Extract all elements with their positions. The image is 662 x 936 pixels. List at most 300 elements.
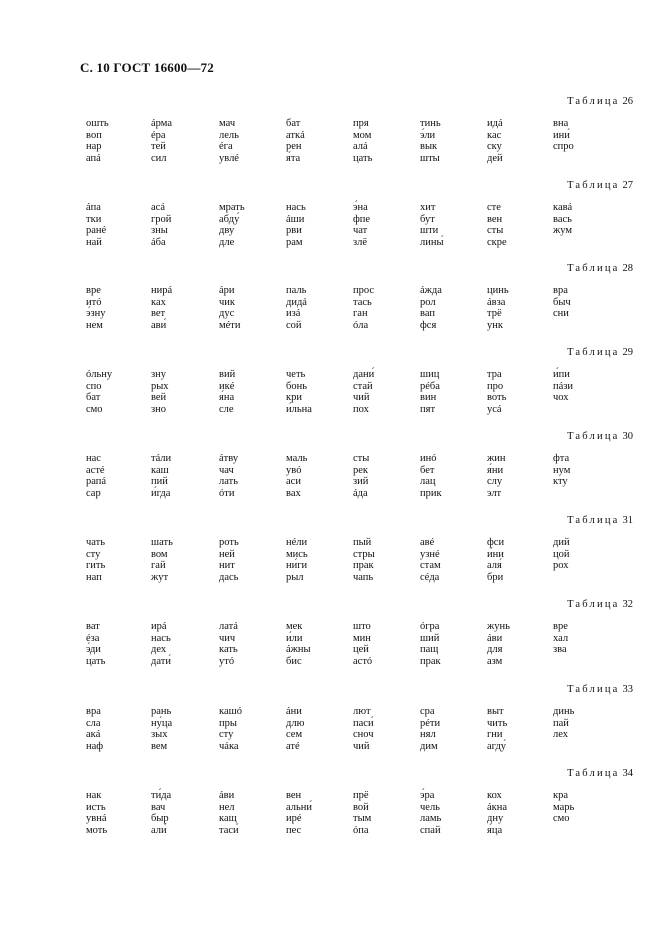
syllable: цой bbox=[553, 548, 570, 560]
syllable: цать bbox=[353, 152, 373, 164]
syllable: рань bbox=[151, 706, 172, 717]
syllable: вем bbox=[151, 740, 168, 752]
syllable: вап bbox=[420, 308, 435, 320]
syllable: гить bbox=[86, 560, 106, 572]
syllable: сой bbox=[286, 319, 302, 331]
syllable: выт bbox=[487, 706, 504, 717]
syllable: цей bbox=[353, 644, 369, 656]
syllable: гни bbox=[487, 729, 503, 741]
word-column bbox=[487, 790, 507, 836]
word-column bbox=[86, 621, 105, 667]
syllable: фси bbox=[487, 537, 505, 548]
syllable: ти́да bbox=[151, 790, 172, 801]
syllable: сем bbox=[286, 729, 303, 741]
word-column bbox=[487, 537, 504, 583]
word-column bbox=[86, 118, 109, 164]
syllable: нась bbox=[151, 632, 171, 644]
word-column bbox=[219, 369, 235, 415]
table-number: 34 bbox=[622, 768, 633, 779]
syllable: сла bbox=[86, 717, 101, 729]
syllable: кащ bbox=[219, 813, 237, 825]
syllable: прик bbox=[420, 487, 442, 499]
word-column bbox=[553, 537, 570, 572]
syllable: пес bbox=[286, 824, 302, 836]
syllable: жин bbox=[487, 453, 506, 464]
syllable: шиц bbox=[420, 369, 440, 380]
syllable: нел bbox=[219, 801, 235, 813]
syllable: жут bbox=[151, 571, 169, 583]
syllable: áви bbox=[219, 790, 235, 801]
syllable: мись bbox=[286, 548, 308, 560]
syllable: прак bbox=[420, 655, 441, 667]
syllable: дех bbox=[151, 644, 167, 656]
syllable: óгра bbox=[420, 621, 440, 632]
syllable: нит bbox=[219, 560, 235, 572]
syllable: утó bbox=[219, 655, 235, 667]
syllable: грой bbox=[151, 213, 172, 225]
table-caption bbox=[567, 768, 633, 779]
word-column bbox=[286, 202, 306, 248]
syllable: вре bbox=[86, 285, 101, 296]
syllable: зий bbox=[353, 476, 369, 488]
table-number: 31 bbox=[622, 515, 633, 526]
word-column bbox=[219, 202, 245, 248]
word-column bbox=[353, 453, 369, 499]
syllable: быр bbox=[151, 813, 169, 825]
syllable: асá bbox=[151, 202, 165, 213]
syllable: марь bbox=[553, 801, 575, 813]
table-caption-word: Таблица bbox=[567, 431, 620, 442]
syllable: вра bbox=[86, 706, 101, 717]
syllable: дей bbox=[487, 152, 503, 164]
syllable: сты bbox=[487, 225, 504, 237]
word-column bbox=[286, 369, 312, 415]
word-column bbox=[420, 706, 440, 752]
syllable: али́ bbox=[151, 824, 167, 836]
syllable: мек bbox=[286, 621, 303, 632]
syllable: чач bbox=[219, 464, 234, 476]
table-caption bbox=[567, 96, 633, 107]
syllable: дати́ bbox=[151, 655, 171, 667]
syllable: дим bbox=[420, 740, 438, 752]
syllable: наф bbox=[86, 740, 104, 752]
word-column bbox=[286, 706, 304, 752]
word-column bbox=[151, 453, 171, 499]
syllable: чапь bbox=[353, 571, 374, 583]
word-column bbox=[286, 453, 307, 499]
syllable: ват bbox=[86, 621, 100, 632]
syllable: нак bbox=[86, 790, 102, 801]
syllable: ну́ца bbox=[151, 717, 173, 729]
syllable: лины́ bbox=[420, 236, 444, 248]
syllable: лют bbox=[353, 706, 371, 717]
syllable: дле bbox=[219, 236, 235, 248]
table-caption-word: Таблица bbox=[567, 684, 620, 695]
word-column bbox=[553, 453, 570, 488]
syllable: вач bbox=[151, 801, 166, 813]
syllable: нял bbox=[420, 729, 436, 741]
syllable: прос bbox=[353, 285, 375, 296]
syllable: фся bbox=[420, 319, 437, 331]
syllable: рéба bbox=[420, 380, 440, 392]
syllable: óпа bbox=[353, 824, 369, 836]
syllable: пря bbox=[353, 118, 369, 129]
syllable: тей bbox=[151, 141, 166, 153]
page-header: С. 10 ГОСТ 16600—72 bbox=[80, 60, 214, 75]
word-column bbox=[219, 453, 238, 499]
syllable: быч bbox=[553, 296, 571, 308]
syllable: для bbox=[487, 644, 503, 656]
word-column bbox=[151, 369, 169, 415]
syllable: фта bbox=[553, 453, 570, 464]
table-caption bbox=[567, 515, 633, 526]
syllable: алá bbox=[353, 141, 368, 153]
syllable: ску bbox=[487, 141, 502, 153]
syllable: лац bbox=[420, 476, 436, 488]
word-column bbox=[487, 706, 507, 752]
table-caption-word: Таблица bbox=[567, 515, 620, 526]
table-number: 28 bbox=[622, 263, 633, 274]
syllable: и́пи bbox=[553, 369, 570, 380]
syllable: éза bbox=[86, 632, 100, 644]
syllable: хал bbox=[553, 632, 569, 644]
syllable: пáзи bbox=[553, 380, 574, 392]
syllable: бонь bbox=[286, 380, 307, 392]
syllable: бат bbox=[286, 118, 301, 129]
syllable: вась bbox=[553, 213, 572, 225]
syllable: áда bbox=[353, 487, 368, 499]
syllable: апá bbox=[86, 152, 101, 164]
syllable: унк bbox=[487, 319, 503, 331]
syllable: бис bbox=[286, 655, 302, 667]
syllable: сту bbox=[219, 729, 234, 741]
syllable: чат bbox=[353, 225, 368, 237]
syllable: нась bbox=[286, 202, 306, 213]
syllable: вен bbox=[286, 790, 302, 801]
syllable: вык bbox=[420, 141, 438, 153]
syllable: рох bbox=[553, 560, 569, 572]
word-column bbox=[553, 369, 573, 404]
syllable: и́гда bbox=[151, 487, 171, 499]
syllable: сле bbox=[219, 403, 234, 415]
word-column bbox=[286, 621, 311, 667]
syllable: пый bbox=[353, 537, 372, 548]
table-number: 27 bbox=[622, 180, 633, 191]
syllable: я́на bbox=[219, 392, 235, 404]
syllable: тым bbox=[353, 813, 372, 825]
syllable: вом bbox=[151, 548, 168, 560]
word-column bbox=[420, 537, 441, 583]
syllable: ошть bbox=[86, 118, 109, 129]
syllable: жум bbox=[553, 225, 573, 237]
syllable: рен bbox=[286, 141, 302, 153]
syllable: ави́ bbox=[151, 319, 167, 331]
syllable: зва bbox=[553, 644, 567, 656]
syllable: дус bbox=[219, 308, 235, 320]
syllable: шать bbox=[151, 537, 173, 548]
syllable: мéти bbox=[219, 319, 241, 331]
syllable: дани́ bbox=[353, 369, 375, 380]
table-caption-word: Таблица bbox=[567, 768, 620, 779]
syllable: спо bbox=[86, 380, 102, 392]
syllable: сил bbox=[151, 152, 167, 164]
table-number: 29 bbox=[622, 347, 633, 358]
syllable: чик bbox=[219, 296, 236, 308]
word-column bbox=[487, 369, 506, 415]
syllable: зну bbox=[151, 369, 167, 380]
syllable: сра bbox=[420, 706, 435, 717]
syllable: узнé bbox=[420, 548, 440, 560]
syllable: пох bbox=[353, 403, 369, 415]
syllable: шти bbox=[420, 225, 439, 237]
syllable: нап bbox=[86, 571, 102, 583]
syllable: óти bbox=[219, 487, 235, 499]
syllable: авé bbox=[420, 537, 435, 548]
word-column bbox=[86, 453, 106, 499]
syllable: кра bbox=[553, 790, 569, 801]
word-column bbox=[487, 118, 503, 164]
syllable: э́на bbox=[353, 202, 368, 213]
word-column bbox=[86, 202, 106, 248]
syllable: роть bbox=[219, 537, 239, 548]
syllable: мрать bbox=[219, 202, 245, 213]
syllable: мин bbox=[353, 632, 371, 644]
word-column bbox=[553, 621, 568, 656]
syllable: стай bbox=[353, 380, 373, 392]
syllable: латá bbox=[219, 621, 238, 632]
syllable: кту bbox=[553, 476, 568, 488]
table-caption bbox=[567, 263, 633, 274]
syllable: аткá bbox=[286, 129, 305, 141]
word-column bbox=[286, 537, 308, 583]
word-column bbox=[487, 202, 507, 248]
syllable: вий bbox=[219, 369, 236, 380]
syllable: цать bbox=[86, 655, 106, 667]
syllable: рол bbox=[420, 296, 436, 308]
syllable: лех bbox=[553, 729, 569, 741]
syllable: тась bbox=[353, 296, 372, 308]
syllable: аля́ bbox=[487, 560, 502, 572]
word-column bbox=[487, 285, 509, 331]
word-column bbox=[420, 790, 441, 836]
syllable: бри bbox=[487, 571, 504, 583]
syllable: нар bbox=[86, 141, 102, 153]
word-column bbox=[353, 285, 374, 331]
table-caption-word: Таблица bbox=[567, 347, 620, 358]
syllable: тáли bbox=[151, 453, 172, 464]
syllable: я́ца bbox=[487, 824, 503, 836]
syllable: зно bbox=[151, 403, 167, 415]
syllable: кавá bbox=[553, 202, 573, 213]
syllable: рыл bbox=[286, 571, 304, 583]
table-number: 30 bbox=[622, 431, 633, 442]
syllable: чий bbox=[353, 740, 370, 752]
syllable: злё bbox=[353, 236, 368, 248]
syllable: áкна bbox=[487, 801, 508, 813]
syllable: тинь bbox=[420, 118, 441, 129]
syllable: элт bbox=[487, 487, 502, 499]
word-column bbox=[86, 285, 106, 331]
word-column bbox=[219, 790, 239, 836]
syllable: паль bbox=[286, 285, 307, 296]
syllable: инó bbox=[420, 453, 437, 464]
syllable: бат bbox=[86, 392, 101, 404]
table-number: 33 bbox=[622, 684, 633, 695]
syllable: áрма bbox=[151, 118, 172, 129]
syllable: чий bbox=[353, 392, 370, 404]
table-caption-word: Таблица bbox=[567, 263, 620, 274]
syllable: про bbox=[487, 380, 504, 392]
table-caption bbox=[567, 684, 633, 695]
word-column bbox=[487, 621, 510, 667]
word-column bbox=[420, 369, 440, 415]
word-column bbox=[553, 118, 574, 153]
syllable: áпа bbox=[86, 202, 101, 213]
word-column bbox=[219, 621, 238, 667]
syllable: пащ bbox=[420, 644, 439, 656]
syllable: чох bbox=[553, 392, 569, 404]
word-column bbox=[420, 285, 442, 331]
syllable: ган bbox=[353, 308, 368, 320]
word-column bbox=[151, 285, 172, 331]
syllable: áши bbox=[286, 213, 305, 225]
syllable: зых bbox=[151, 729, 168, 741]
syllable: и́ни bbox=[487, 548, 504, 560]
syllable: вой bbox=[353, 801, 369, 813]
word-column bbox=[353, 118, 372, 164]
syllable: вин bbox=[420, 392, 437, 404]
syllable: нум bbox=[553, 464, 571, 476]
syllable: фпе bbox=[353, 213, 371, 225]
syllable: нéли bbox=[286, 537, 308, 548]
syllable: дась bbox=[219, 571, 239, 583]
word-column bbox=[553, 202, 572, 237]
syllable: óльну bbox=[86, 369, 113, 380]
syllable: нас bbox=[86, 453, 101, 464]
syllable: трё bbox=[487, 308, 502, 320]
syllable: áжны bbox=[286, 644, 311, 656]
syllable: увнá bbox=[86, 813, 107, 825]
syllable: астó bbox=[353, 655, 373, 667]
syllable: стам bbox=[420, 560, 441, 572]
syllable: ирé bbox=[286, 813, 302, 825]
syllable: э́ра bbox=[420, 790, 435, 801]
word-column bbox=[151, 621, 171, 667]
word-column bbox=[151, 790, 171, 836]
syllable: атé bbox=[286, 740, 300, 752]
syllable: éра bbox=[151, 129, 166, 141]
syllable: лать bbox=[219, 476, 239, 488]
syllable: ший bbox=[420, 632, 440, 644]
syllable: ней bbox=[219, 548, 235, 560]
syllable: длю bbox=[286, 717, 305, 729]
syllable: моть bbox=[86, 824, 108, 836]
syllable: э́ли bbox=[420, 129, 436, 141]
syllable: лель bbox=[219, 129, 239, 141]
syllable: аси bbox=[286, 476, 301, 488]
word-column bbox=[151, 202, 171, 248]
syllable: изá bbox=[286, 308, 301, 320]
syllable: ламь bbox=[420, 813, 442, 825]
word-column bbox=[151, 706, 172, 752]
syllable: сни bbox=[553, 308, 569, 320]
syllable: акá bbox=[86, 729, 101, 741]
word-column bbox=[86, 537, 105, 583]
syllable: паси́ bbox=[353, 717, 374, 729]
word-column bbox=[353, 790, 371, 836]
word-column bbox=[420, 118, 441, 164]
syllable: кох bbox=[487, 790, 502, 801]
syllable: бет bbox=[420, 464, 435, 476]
syllable: бут bbox=[420, 213, 435, 225]
syllable: пры bbox=[219, 717, 237, 729]
syllable: чать bbox=[86, 537, 106, 548]
syllable: кать bbox=[219, 644, 238, 656]
word-column bbox=[553, 285, 571, 320]
syllable: и́ли bbox=[286, 632, 303, 644]
syllable: слу bbox=[487, 476, 503, 488]
syllable: каш bbox=[151, 464, 169, 476]
syllable: сноч bbox=[353, 729, 374, 741]
syllable: увлé bbox=[219, 152, 239, 164]
syllable: ках bbox=[151, 296, 166, 308]
syllable: мач bbox=[219, 118, 236, 129]
word-column bbox=[553, 790, 574, 825]
syllable: дидá bbox=[286, 296, 307, 308]
word-column bbox=[353, 621, 372, 667]
syllable: азм bbox=[487, 655, 503, 667]
syllable: шты bbox=[420, 152, 440, 164]
syllable: нем bbox=[86, 319, 103, 331]
syllable: скре bbox=[487, 236, 507, 248]
table-caption bbox=[567, 599, 633, 610]
syllable: жунь bbox=[487, 621, 510, 632]
syllable: вра bbox=[553, 285, 568, 296]
table-caption bbox=[567, 180, 633, 191]
syllable: рéти bbox=[420, 717, 441, 729]
syllable: я́та bbox=[286, 152, 301, 164]
syllable: агду́ bbox=[487, 740, 507, 752]
syllable: тра bbox=[487, 369, 502, 380]
syllable: áри bbox=[219, 285, 235, 296]
syllable: э́ди bbox=[86, 644, 101, 656]
syllable: сар bbox=[86, 487, 101, 499]
syllable: рек bbox=[353, 464, 369, 476]
syllable: кашó bbox=[219, 706, 242, 717]
syllable: абду́ bbox=[219, 213, 240, 225]
syllable: стры bbox=[353, 548, 375, 560]
table-number: 32 bbox=[622, 599, 633, 610]
syllable: идá bbox=[487, 118, 503, 129]
syllable: ранé bbox=[86, 225, 107, 237]
syllable: áни bbox=[286, 706, 302, 717]
syllable: вей bbox=[151, 392, 167, 404]
syllable: тки bbox=[86, 213, 102, 225]
syllable: гай bbox=[151, 560, 166, 572]
syllable: маль bbox=[286, 453, 308, 464]
syllable: чáка bbox=[219, 740, 239, 752]
syllable: спро bbox=[553, 141, 574, 153]
syllable: нирá bbox=[151, 285, 173, 296]
table-caption-word: Таблица bbox=[567, 599, 620, 610]
word-column bbox=[86, 706, 103, 752]
syllable: кри bbox=[286, 392, 302, 404]
syllable: сéда bbox=[420, 571, 440, 583]
syllable: áтву bbox=[219, 453, 239, 464]
syllable: зны bbox=[151, 225, 168, 237]
syllable: э́зну bbox=[86, 308, 106, 320]
syllable: вен bbox=[487, 213, 503, 225]
